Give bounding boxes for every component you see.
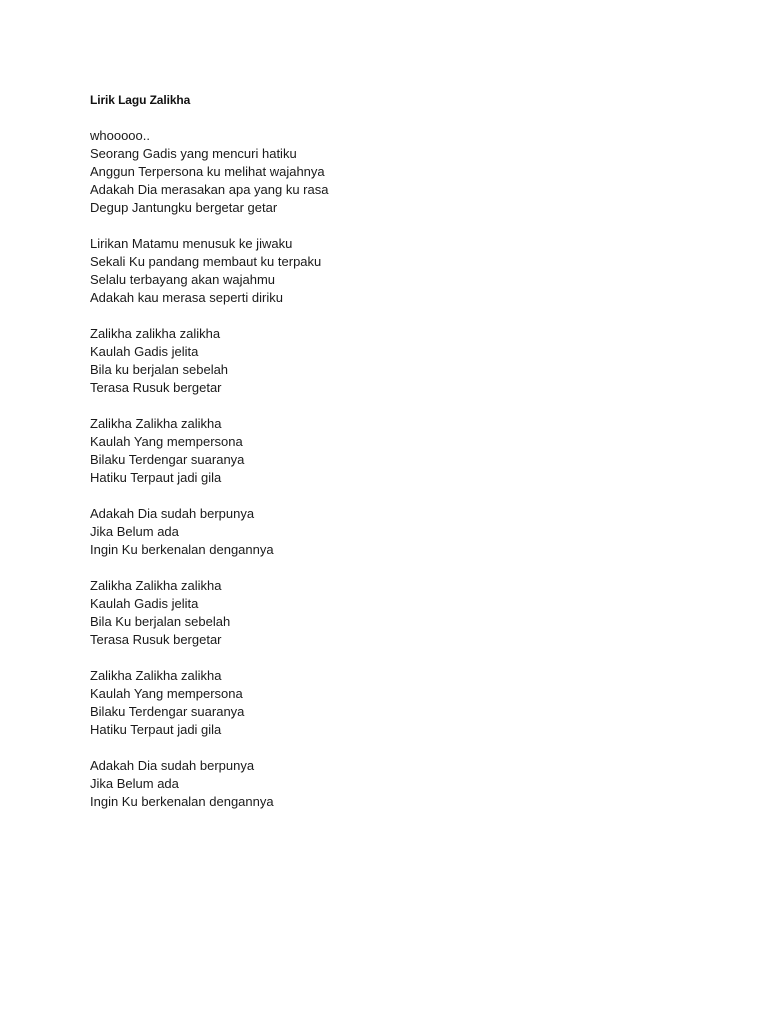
lyric-line: Jika Belum ada xyxy=(90,776,179,791)
lyric-line: Lirikan Matamu menusuk ke jiwaku xyxy=(90,236,293,251)
lyric-line: Kaulah Yang mempersona xyxy=(90,686,243,701)
lyric-line: Seorang Gadis yang mencuri hatiku xyxy=(90,146,297,161)
lyric-line: Kaulah Gadis jelita xyxy=(90,344,199,359)
lyric-line: Bilaku Terdengar suaranya xyxy=(90,704,245,719)
stanza-2 xyxy=(90,235,690,307)
lyric-line: Adakah Dia sudah berpunya xyxy=(90,506,255,521)
lyric-line: Anggun Terpersona ku melihat wajahnya xyxy=(90,164,325,179)
lyric-line: Zalikha Zalikha zalikha xyxy=(90,668,222,683)
lyric-line: Kaulah Gadis jelita xyxy=(90,596,199,611)
stanza-4 xyxy=(90,415,690,487)
stanza-3 xyxy=(90,325,690,397)
lyric-line: Hatiku Terpaut jadi gila xyxy=(90,470,222,485)
lyric-line: Degup Jantungku bergetar getar xyxy=(90,200,278,215)
lyric-line: Bila Ku berjalan sebelah xyxy=(90,614,231,629)
stanza-6 xyxy=(90,577,690,649)
stanza-8 xyxy=(90,757,690,811)
lyric-line: Terasa Rusuk bergetar xyxy=(90,380,222,395)
lyric-line: Terasa Rusuk bergetar xyxy=(90,632,222,647)
lyric-line: Jika Belum ada xyxy=(90,524,179,539)
stanza-7 xyxy=(90,667,690,739)
lyric-line: Bilaku Terdengar suaranya xyxy=(90,452,245,467)
lyric-line: Adakah Dia merasakan apa yang ku rasa xyxy=(90,182,329,197)
lyric-line: Bila ku berjalan sebelah xyxy=(90,362,229,377)
stanza-5 xyxy=(90,505,690,559)
lyric-line: Zalikha Zalikha zalikha xyxy=(90,578,222,593)
lyric-line: whooooo.. xyxy=(90,128,150,143)
lyric-line: Zalikha Zalikha zalikha xyxy=(90,416,222,431)
lyrics-content xyxy=(90,90,690,829)
stanza-1 xyxy=(90,127,690,217)
document-title: Lirik Lagu Zalikha xyxy=(90,93,191,107)
lyric-line: Ingin Ku berkenalan dengannya xyxy=(90,794,274,809)
lyric-line: Sekali Ku pandang membaut ku terpaku xyxy=(90,254,322,269)
lyric-line: Hatiku Terpaut jadi gila xyxy=(90,722,222,737)
lyric-line: Kaulah Yang mempersona xyxy=(90,434,243,449)
lyric-line: Zalikha zalikha zalikha xyxy=(90,326,221,341)
lyric-line: Selalu terbayang akan wajahmu xyxy=(90,272,276,287)
lyric-line: Adakah kau merasa seperti diriku xyxy=(90,290,283,305)
lyric-line: Ingin Ku berkenalan dengannya xyxy=(90,542,274,557)
lyric-line: Adakah Dia sudah berpunya xyxy=(90,758,255,773)
